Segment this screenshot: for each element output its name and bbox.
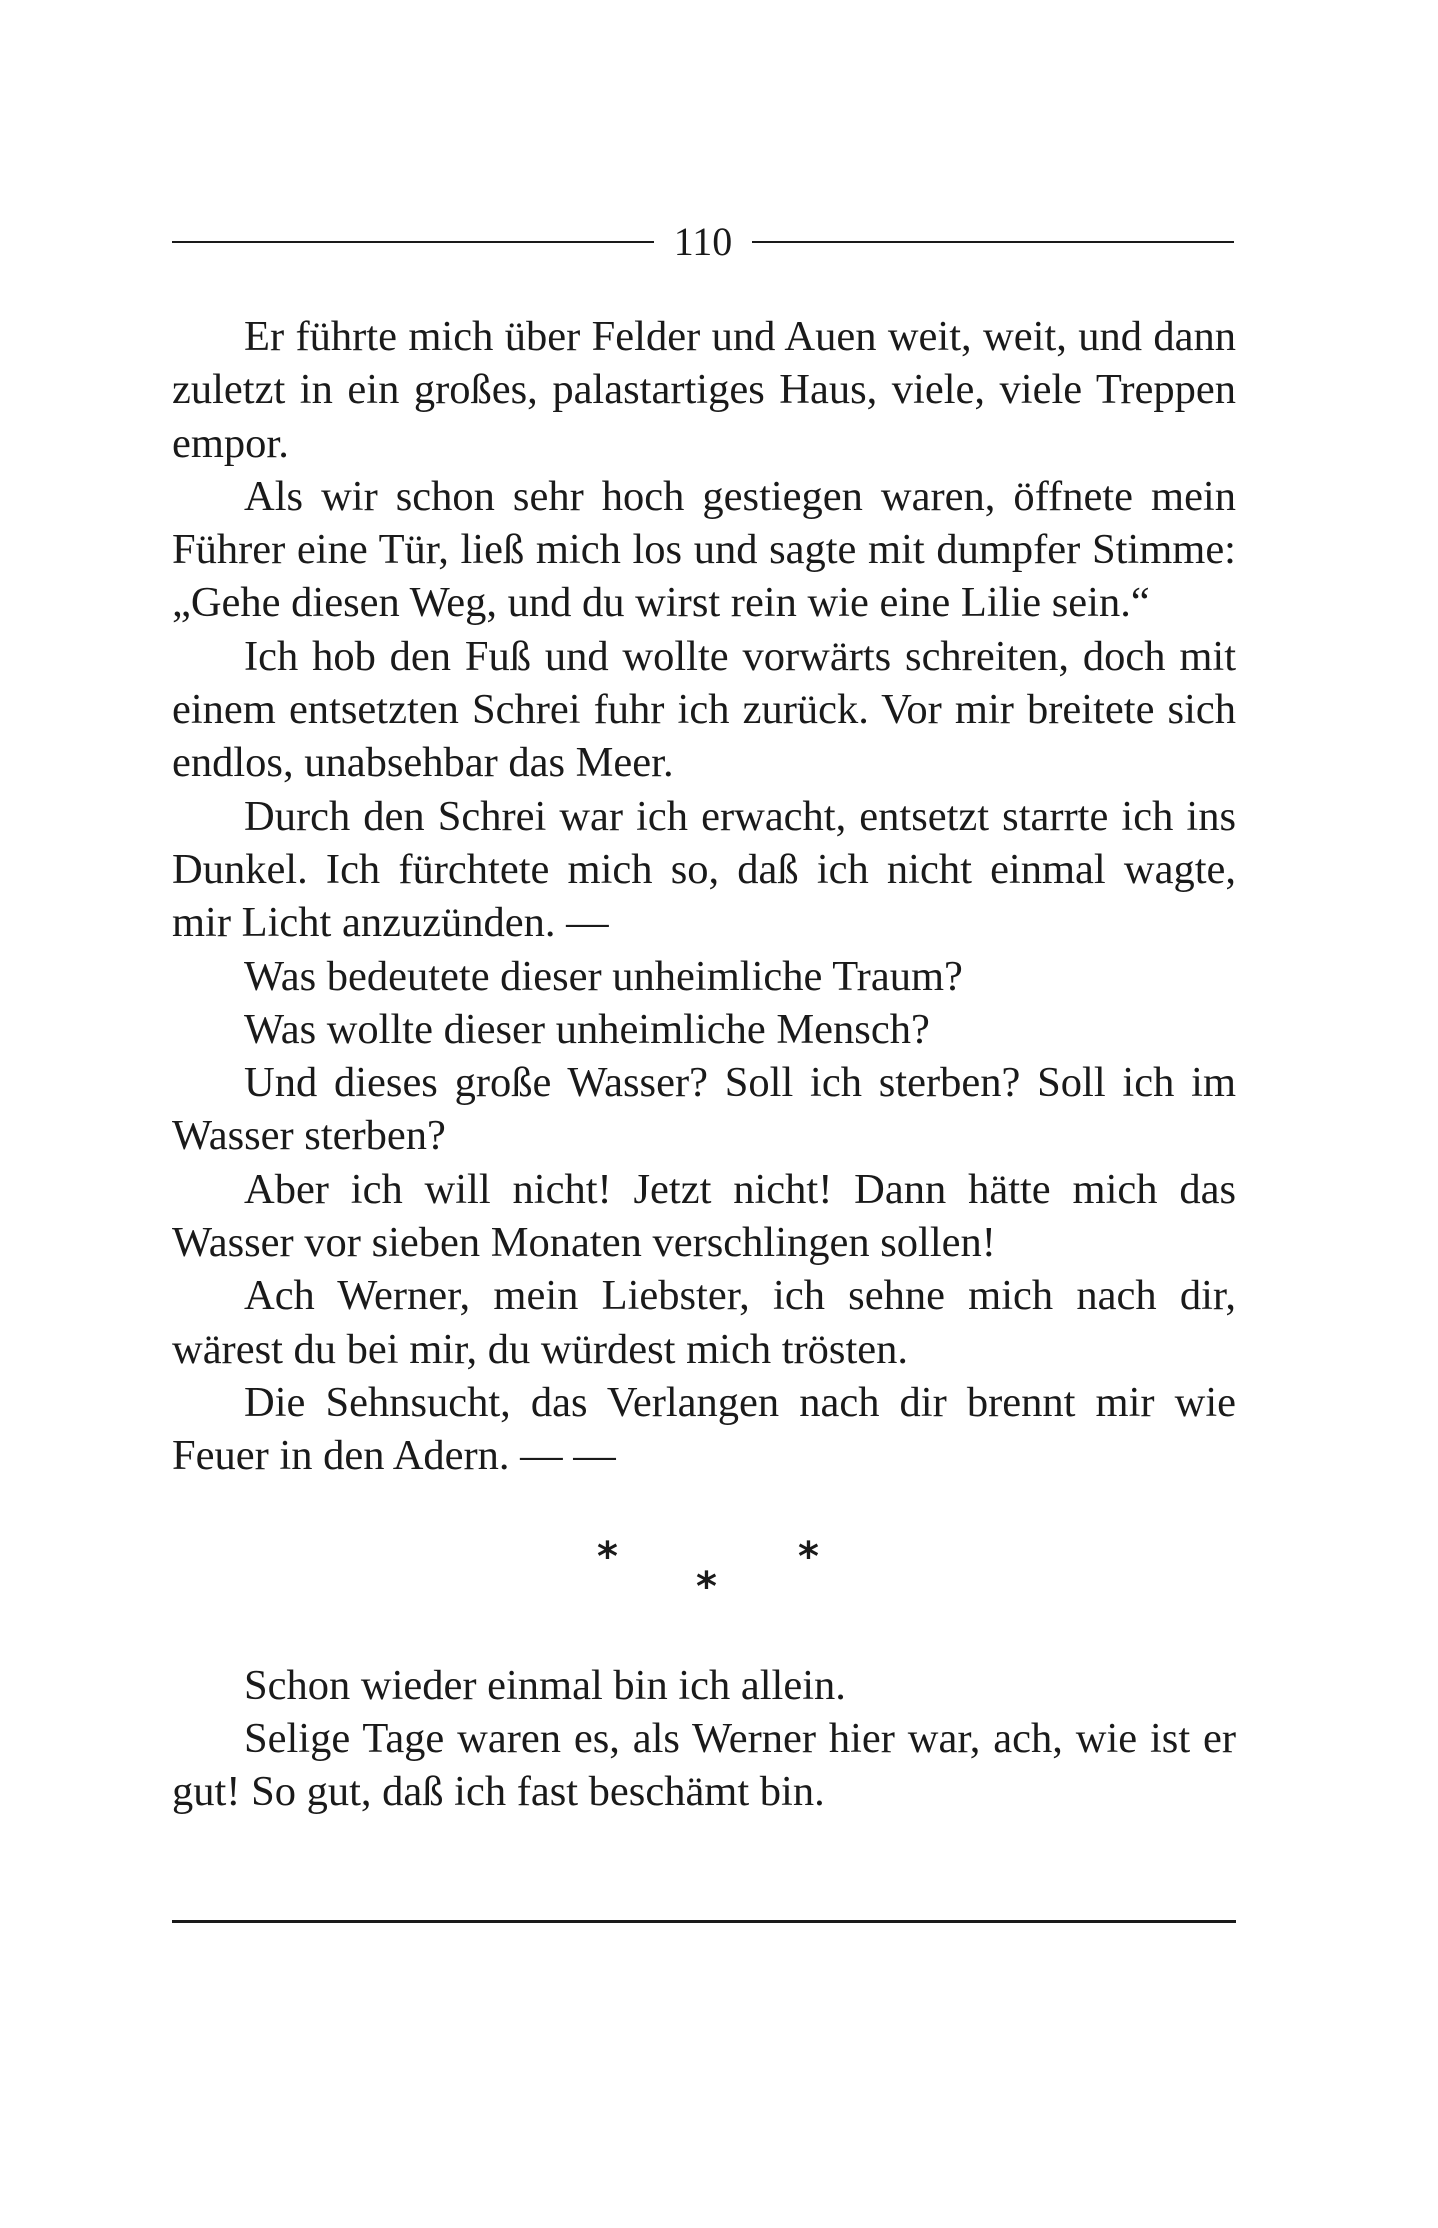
paragraph: Selige Tage waren es, als Werner hier war, ach, wie ist er gut! So gut, daß ich fast beschämt bin.	[172, 1714, 1236, 1816]
paragraph: Die Sehnsucht, das Verlangen nach dir brennt mir wie Feuer in den Adern. — —	[172, 1378, 1236, 1480]
paragraph: Ach Werner, mein Liebster, ich sehne mich nach dir, wärest du bei mir, du würdest mich trösten.	[172, 1272, 1236, 1373]
header-rule-right	[752, 241, 1234, 243]
paragraph: Als wir schon sehr hoch gestiegen waren, öffnete mein Führer eine Tür, ließ mich los und sagte mit dumpfer Stimme: „Gehe diesen Weg, und du wirst rein wie eine Lilie sein.“	[172, 472, 1236, 627]
running-header	[172, 212, 1234, 272]
footer-rule	[172, 1920, 1236, 1923]
paragraph: Er führte mich über Felder und Auen weit, weit, und dann zuletzt in ein großes, palastartiges Haus, viele, viele Treppen empor.	[172, 313, 1236, 467]
paragraph: Und dieses große Wasser? Soll ich sterben? Soll ich im Wasser sterben?	[172, 1059, 1236, 1160]
paragraph: Aber ich will nicht! Jetzt nicht! Dann hätte mich das Wasser vor sieben Monaten verschlingen sollen!	[172, 1165, 1236, 1267]
asterisk-left: *	[597, 1533, 618, 1580]
paragraph: Was bedeutete dieser unheimliche Traum?	[244, 952, 963, 1000]
paragraph: Was wollte dieser unheimliche Mensch?	[244, 1005, 930, 1053]
paragraph: Schon wieder einmal bin ich allein.	[244, 1661, 846, 1709]
header-rule-left	[172, 241, 654, 243]
asterisk-right: *	[798, 1533, 819, 1580]
section-break-asterism	[172, 1495, 1236, 1645]
paragraph: Ich hob den Fuß und wollte vorwärts schreiten, doch mit einem entsetzten Schrei fuhr ich zurück. Vor mir breitete sich endlos, unabsehbar das Meer.	[172, 632, 1236, 787]
body-text	[172, 310, 1236, 1818]
paragraph: Durch den Schrei war ich erwacht, entsetzt starrte ich ins Dunkel. Ich fürchtete mich so, daß ich nicht einmal wagte, mir Licht anzuzünden. —	[172, 792, 1236, 947]
asterisk-center: *	[696, 1563, 717, 1610]
page-number: 110	[673, 219, 733, 264]
